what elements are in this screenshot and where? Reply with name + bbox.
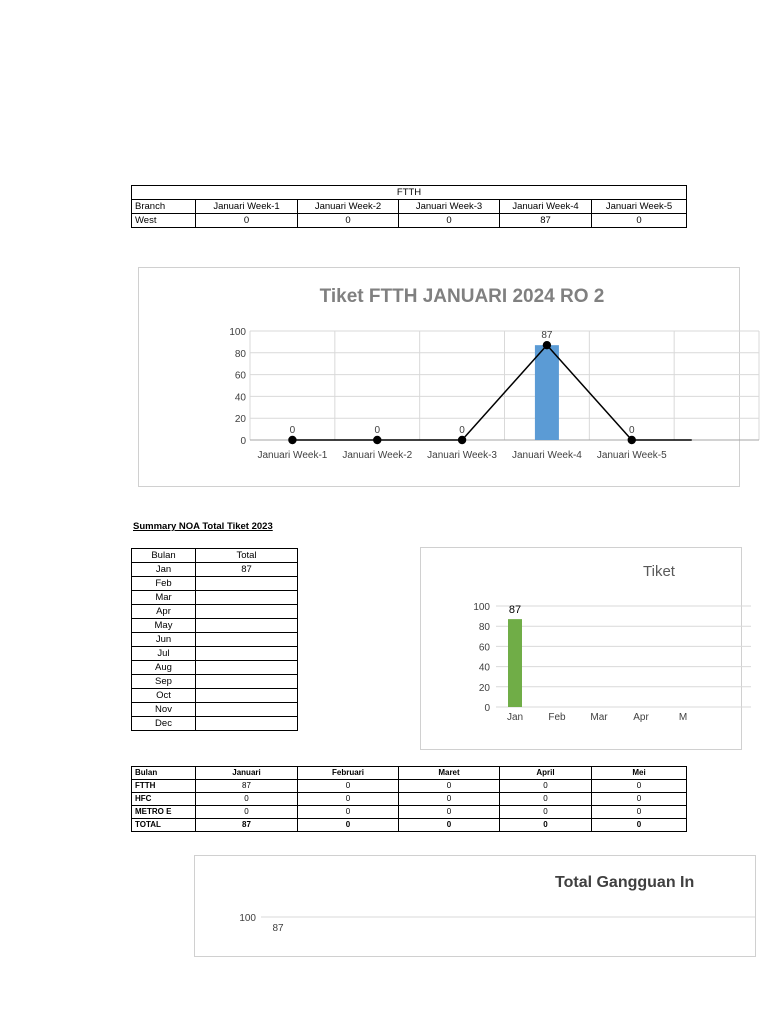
- table-row: [132, 689, 298, 703]
- monthly-ticket-chart: [420, 547, 742, 750]
- x-tick-label: Januari Week-2: [342, 450, 413, 461]
- table-cell: 0: [592, 214, 687, 228]
- table-cell: 0: [592, 806, 687, 819]
- month-cell: May: [132, 619, 196, 633]
- table-cell: 0: [298, 819, 399, 832]
- table-cell: 87: [500, 214, 592, 228]
- total-cell: [196, 647, 298, 661]
- data-label: 0: [459, 425, 465, 436]
- bar: [535, 345, 559, 440]
- x-tick-label: Apr: [633, 712, 649, 723]
- total-cell: [196, 633, 298, 647]
- table-cell: 0: [592, 780, 687, 793]
- total-gangguan-chart: [194, 855, 756, 957]
- column-header: Januari Week-4: [500, 200, 592, 214]
- table-header-row: [132, 767, 687, 780]
- table-row: [132, 214, 687, 228]
- x-tick-label: Januari Week-3: [427, 450, 498, 461]
- month-cell: Apr: [132, 605, 196, 619]
- table-cell: 0: [298, 793, 399, 806]
- total-cell: [196, 675, 298, 689]
- table-row: [132, 675, 298, 689]
- data-label: 0: [628, 425, 635, 436]
- table-row: [132, 793, 687, 806]
- row-label: FTTH: [132, 780, 196, 793]
- table-row: [132, 633, 298, 647]
- x-tick-label: Januari Week-4: [511, 450, 582, 461]
- ftth-weekly-table: [131, 185, 687, 228]
- table-cell: 0: [399, 793, 500, 806]
- table-cell: 0: [298, 214, 399, 228]
- total-gangguan-chart-svg: [195, 856, 755, 956]
- table-cell: 0: [592, 819, 687, 832]
- table-cell: 0: [196, 793, 298, 806]
- table-row: [132, 806, 687, 819]
- x-tick-label: M: [678, 712, 688, 723]
- column-header: April: [500, 767, 592, 780]
- line-point: [373, 436, 381, 444]
- month-cell: Jun: [132, 633, 196, 647]
- line-point: [543, 341, 551, 349]
- table-row: [132, 647, 298, 661]
- table-cell: 0: [298, 806, 399, 819]
- y-tick-label: 100: [229, 327, 246, 338]
- total-cell: [196, 591, 298, 605]
- column-header: Branch: [132, 200, 196, 214]
- monthly-ticket-chart-svg: [421, 548, 741, 749]
- table-cell: 0: [196, 806, 298, 819]
- category-summary-table: [131, 766, 687, 832]
- column-header: Februari: [298, 767, 399, 780]
- bar: [508, 619, 522, 707]
- table-header-row: [132, 549, 298, 563]
- total-cell: [196, 577, 298, 591]
- column-header: Januari Week-3: [399, 200, 500, 214]
- chart-title: Tiket FTTH JANUARI 2024 RO 2: [319, 286, 605, 307]
- y-tick-label: 40: [478, 662, 490, 674]
- y-tick-label: 60: [478, 642, 490, 654]
- line-point: [458, 436, 466, 444]
- total-cell: [196, 605, 298, 619]
- month-cell: Nov: [132, 703, 196, 717]
- y-tick-label: 0: [484, 703, 490, 714]
- y-tick-label: 80: [478, 622, 490, 634]
- column-header: Januari Week-1: [196, 200, 298, 214]
- table-cell: 0: [399, 819, 500, 832]
- table-cell: 0: [592, 793, 687, 806]
- table-cell: 0: [399, 214, 500, 228]
- table-row: [132, 703, 298, 717]
- data-label: 0: [374, 425, 381, 436]
- row-label: HFC: [132, 793, 196, 806]
- data-label: 87: [272, 923, 284, 934]
- y-tick-label: 100: [239, 913, 256, 924]
- column-header: Total: [196, 549, 298, 563]
- summary-title: Summary NOA Total Tiket 2023: [133, 521, 273, 532]
- table-cell: 87: [196, 819, 298, 832]
- table-cell: 87: [196, 780, 298, 793]
- table-cell: 0: [500, 780, 592, 793]
- gridlines: [250, 331, 759, 440]
- month-cell: Jan: [132, 563, 196, 577]
- table-row: [132, 619, 298, 633]
- column-header: Maret: [399, 767, 500, 780]
- table-row: [132, 819, 687, 832]
- table-row: [132, 591, 298, 605]
- column-header: Bulan: [132, 767, 196, 780]
- total-cell: [196, 689, 298, 703]
- column-header: Januari Week-2: [298, 200, 399, 214]
- data-label: 87: [541, 330, 553, 342]
- table-row: [132, 780, 687, 793]
- x-tick-label: Mar: [590, 712, 608, 723]
- monthly-summary-table: [131, 548, 298, 731]
- table-cell: West: [132, 214, 196, 228]
- ftth-group-header: FTTH: [132, 186, 687, 200]
- month-cell: Sep: [132, 675, 196, 689]
- table-group-header-row: [132, 186, 687, 200]
- table-row: [132, 563, 298, 577]
- line-point: [288, 436, 296, 444]
- row-label: TOTAL: [132, 819, 196, 832]
- table-cell: 0: [500, 819, 592, 832]
- table-cell: 0: [500, 793, 592, 806]
- chart-title: Total Gangguan In: [555, 874, 695, 891]
- data-label: 0: [289, 425, 296, 436]
- ftth-weekly-chart-svg: [139, 268, 739, 486]
- month-cell: Aug: [132, 661, 196, 675]
- table-cell: 0: [196, 214, 298, 228]
- table-header-row: [132, 200, 687, 214]
- table-row: [132, 717, 298, 731]
- table-cell: 0: [399, 806, 500, 819]
- y-tick-label: 80: [234, 348, 246, 360]
- row-label: METRO E: [132, 806, 196, 819]
- ftth-weekly-chart: [138, 267, 740, 487]
- column-header: Mei: [592, 767, 687, 780]
- total-cell: [196, 661, 298, 675]
- month-cell: Feb: [132, 577, 196, 591]
- x-tick-label: Feb: [548, 712, 566, 723]
- column-header: Januari Week-5: [592, 200, 687, 214]
- month-cell: Oct: [132, 689, 196, 703]
- x-tick-label: Jan: [506, 712, 524, 723]
- y-tick-label: 100: [473, 602, 490, 613]
- table-row: [132, 661, 298, 675]
- table-cell: 0: [298, 780, 399, 793]
- total-cell: [196, 619, 298, 633]
- column-header: Januari: [196, 767, 298, 780]
- chart-title: Tiket: [643, 563, 675, 580]
- table-row: [132, 605, 298, 619]
- month-cell: Dec: [132, 717, 196, 731]
- total-cell: [196, 717, 298, 731]
- month-cell: Jul: [132, 647, 196, 661]
- total-cell: [196, 703, 298, 717]
- table-row: [132, 577, 298, 591]
- x-tick-label: Januari Week-1: [257, 450, 328, 461]
- y-tick-label: 20: [234, 414, 246, 426]
- table-cell: 0: [399, 780, 500, 793]
- y-tick-label: 20: [478, 682, 490, 694]
- data-label: 87: [508, 604, 522, 617]
- total-cell: 87: [196, 563, 298, 577]
- y-tick-label: 40: [234, 392, 246, 404]
- line-point: [628, 436, 636, 444]
- table-cell: 0: [500, 806, 592, 819]
- column-header: Bulan: [132, 549, 196, 563]
- y-tick-label: 0: [240, 436, 246, 447]
- y-tick-label: 60: [234, 370, 246, 382]
- month-cell: Mar: [132, 591, 196, 605]
- x-tick-label: Januari Week-5: [596, 450, 667, 461]
